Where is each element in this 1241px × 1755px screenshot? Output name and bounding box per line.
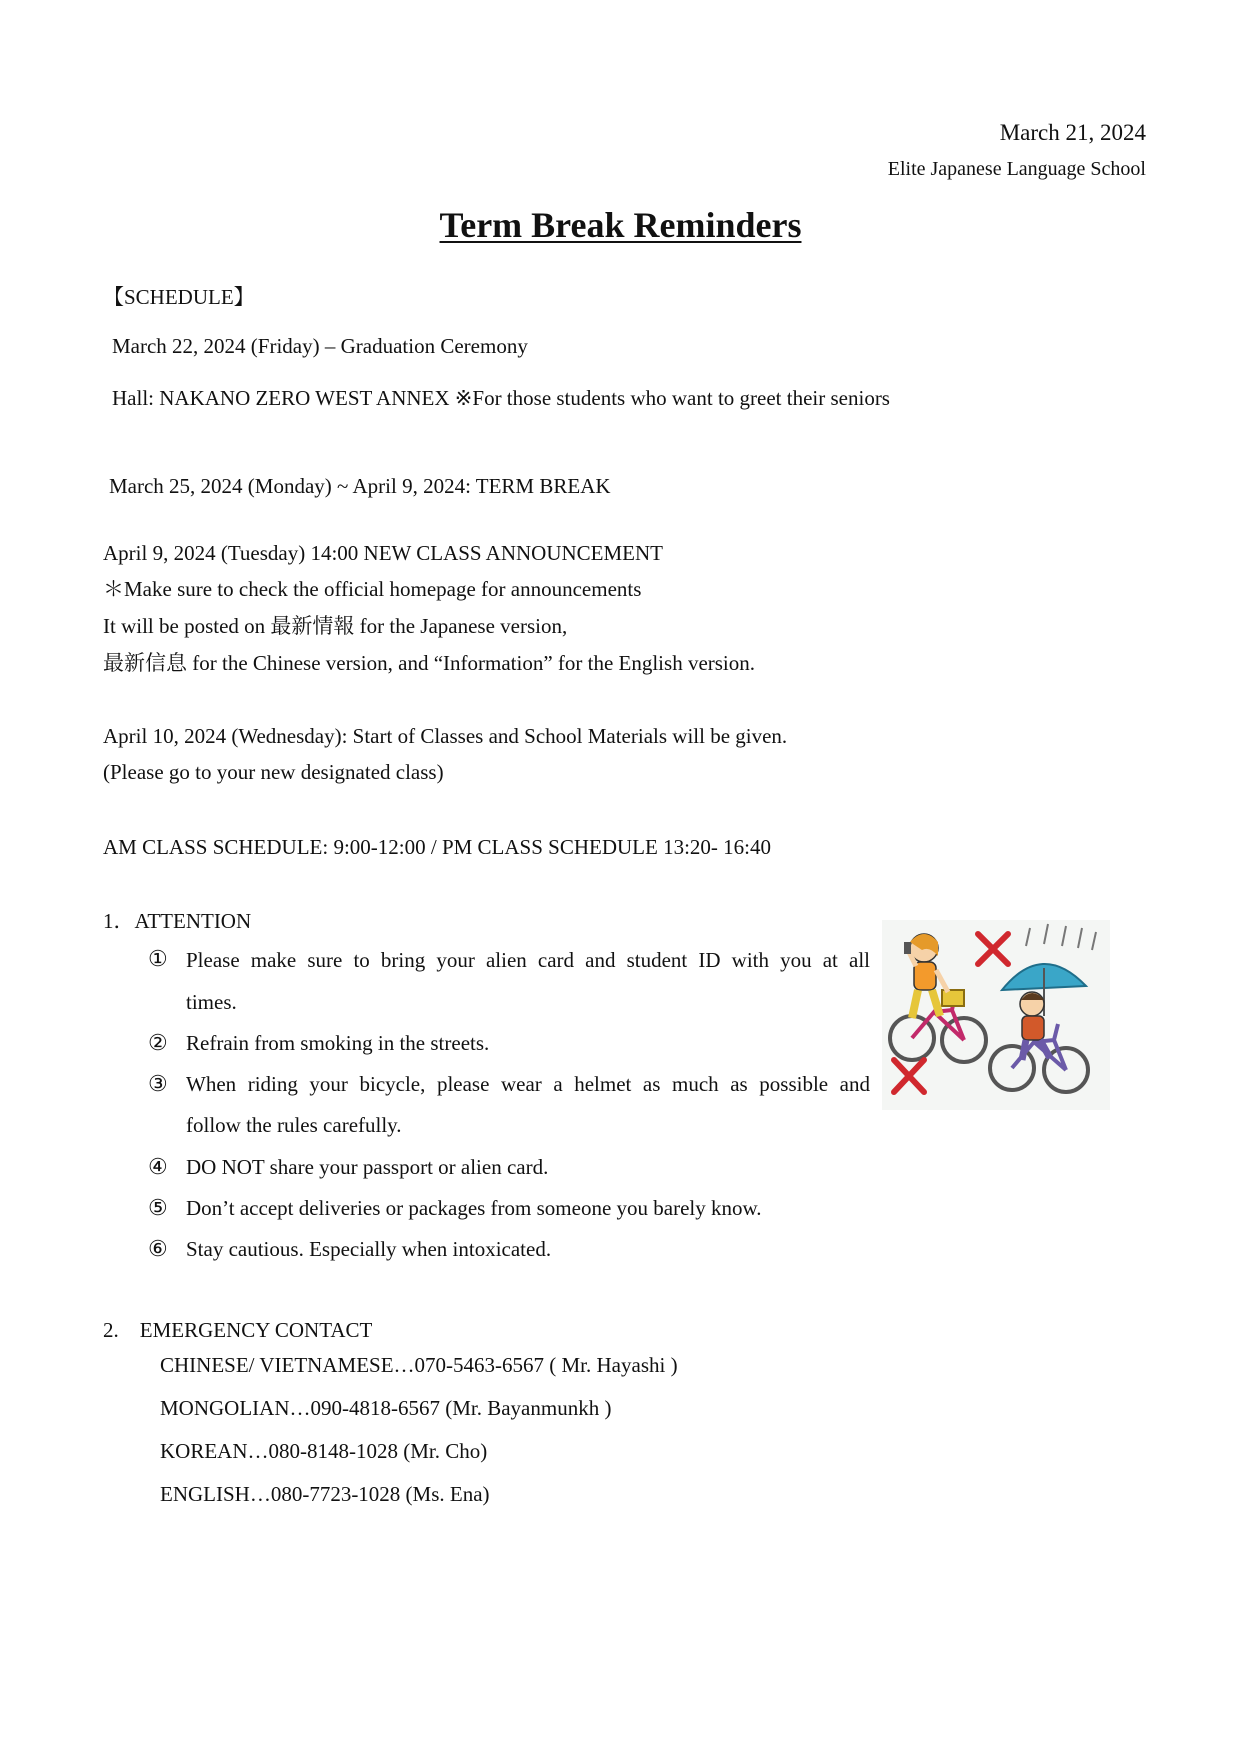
- classes-start-note: (Please go to your new designated class): [103, 760, 444, 784]
- contact-line: KOREAN…080-8148-1028 (Mr. Cho): [160, 1439, 488, 1463]
- class-hours-line: AM CLASS SCHEDULE: 9:00-12:00 / PM CLASS SCHEDULE 13:20- 16:40: [103, 835, 771, 859]
- attention-item-number: ⑤: [148, 1195, 168, 1220]
- contact-line: ENGLISH…080-7723-1028 (Ms. Ena): [160, 1482, 490, 1506]
- attention-item-number: ⑥: [148, 1236, 168, 1261]
- japanese-version-note: It will be posted on 最新情報 for the Japanese version,: [103, 614, 568, 638]
- attention-item-number: ④: [148, 1154, 168, 1179]
- attention-item-number: ②: [148, 1030, 168, 1055]
- attention-item-text: Refrain from smoking in the streets.: [186, 1031, 490, 1055]
- emergency-heading: 2. EMERGENCY CONTACT: [103, 1318, 373, 1342]
- attention-item-text: DO NOT share your passport or alien card.: [186, 1155, 549, 1179]
- attention-item-continuation: times.: [186, 990, 237, 1014]
- contact-line: MONGOLIAN…090-4818-6567 (Mr. Bayanmunkh ): [160, 1396, 612, 1420]
- bicycle-safety-illustration: [882, 920, 1110, 1110]
- attention-item-text: Don’t accept deliveries or packages from someone you barely know.: [186, 1196, 762, 1220]
- classes-start-line: April 10, 2024 (Wednesday): Start of Classes and School Materials will be given.: [103, 724, 788, 748]
- term-break-line: March 25, 2024 (Monday) ~ April 9, 2024: TERM BREAK: [109, 474, 611, 498]
- announcement-line: April 9, 2024 (Tuesday) 14:00 NEW CLASS ANNOUNCEMENT: [103, 541, 664, 565]
- schedule-heading: 【SCHEDULE】: [103, 285, 255, 309]
- page-title: [0, 204, 1241, 246]
- school-name: Elite Japanese Language School: [887, 158, 1146, 180]
- attention-heading: 1．ATTENTION: [103, 909, 252, 933]
- attention-item-text: Stay cautious. Especially when intoxicated.: [186, 1237, 552, 1261]
- document-date: March 21, 2024: [999, 120, 1146, 145]
- attention-item-text: Please make sure to bring your alien card and student ID with you at all: [186, 948, 870, 972]
- attention-item-number: ①: [148, 946, 168, 971]
- hall-line: Hall: NAKANO ZERO WEST ANNEX ※For those students who want to greet their seniors: [112, 386, 890, 410]
- homepage-note: ＊Make sure to check the official homepage for announcements: [103, 577, 642, 601]
- page-title-text: Term Break Reminders: [439, 205, 802, 245]
- attention-item-text: When riding your bicycle, please wear a helmet as much as possible and: [186, 1072, 870, 1096]
- graduation-line: March 22, 2024 (Friday) – Graduation Ceremony: [112, 334, 528, 358]
- attention-item-continuation: follow the rules carefully.: [186, 1113, 402, 1137]
- contact-line: CHINESE/ VIETNAMESE…070-5463-6567 ( Mr. Hayashi ): [160, 1353, 678, 1377]
- chinese-english-version-note: 最新信息 for the Chinese version, and “Information” for the English version.: [103, 651, 756, 675]
- attention-item-number: ③: [148, 1071, 168, 1096]
